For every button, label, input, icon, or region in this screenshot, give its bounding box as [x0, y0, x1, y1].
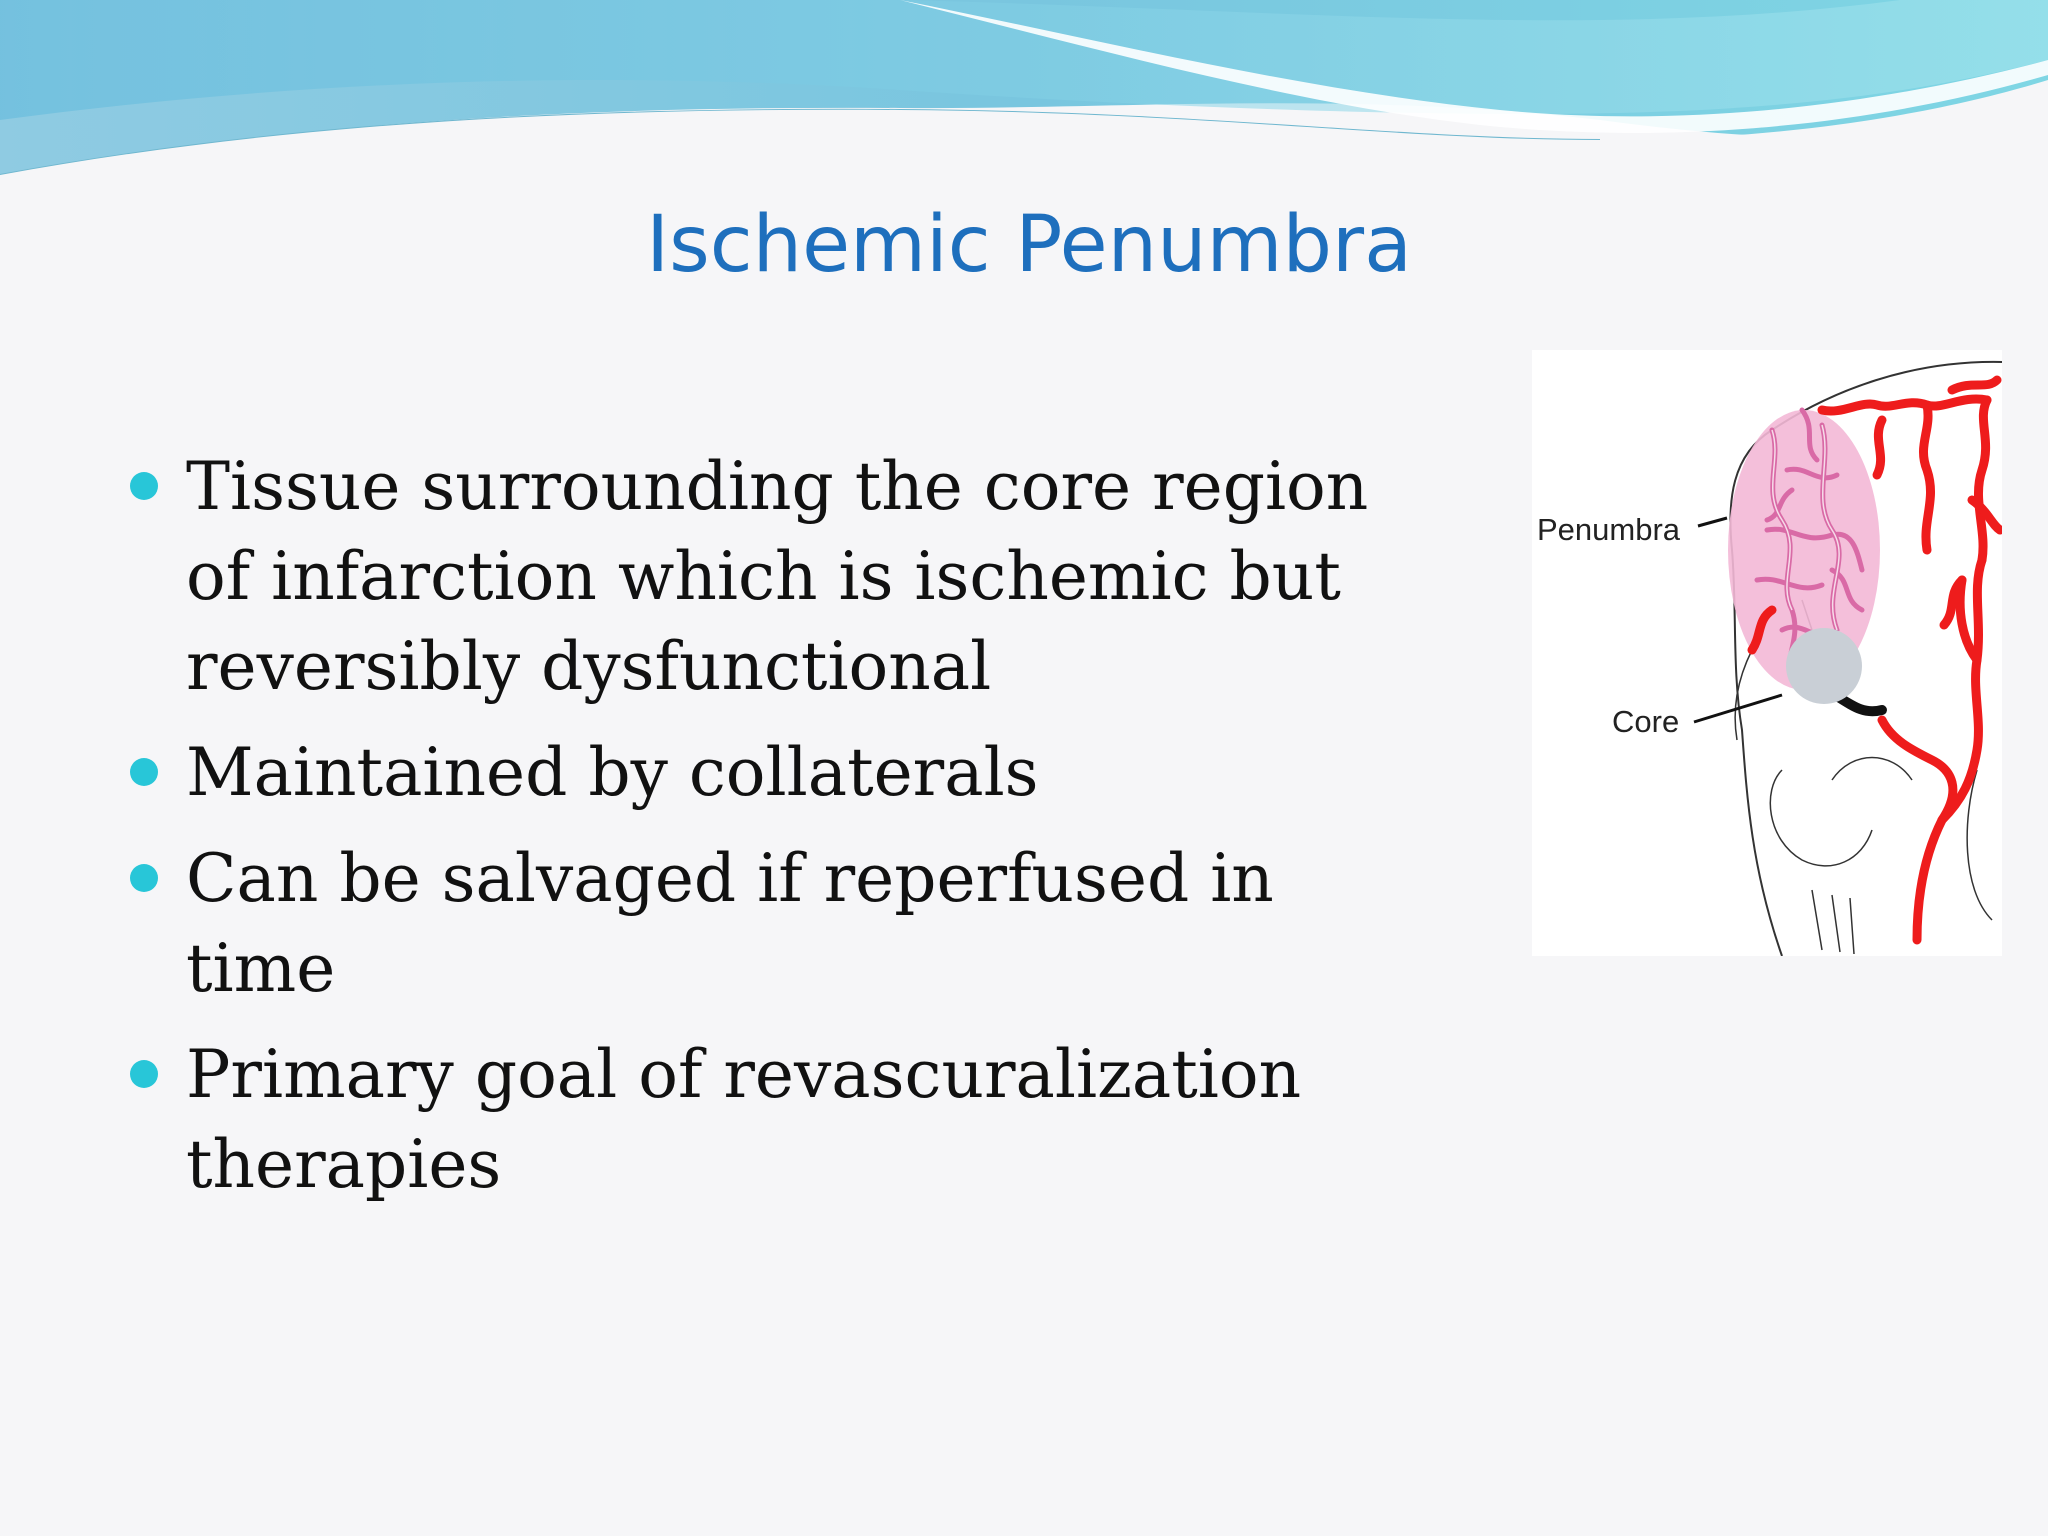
- brain-penumbra-illustration: [1532, 350, 2002, 956]
- brain-diagram-svg: [1532, 350, 2002, 956]
- bullet-list: [128, 442, 1438, 1226]
- bullet-text: Can be salvaged if reperfused in time: [186, 840, 1274, 1007]
- bullet-item: [128, 1030, 1438, 1210]
- slide-title: [0, 200, 2048, 290]
- bullet-dot-icon: [130, 1060, 158, 1088]
- bullet-item: [128, 442, 1438, 712]
- penumbra-label: Penumbra: [1537, 512, 1681, 547]
- bullet-dot-icon: [130, 472, 158, 500]
- bullet-item: [128, 834, 1438, 1014]
- bullet-item: [128, 728, 1438, 818]
- bullet-text: Tissue surrounding the core region of infarction which is ischemic but reversibly dysfunctional: [186, 448, 1369, 705]
- bullet-dot-icon: [130, 864, 158, 892]
- bullet-text: Maintained by collaterals: [186, 734, 1039, 811]
- core-label: Core: [1612, 704, 1680, 739]
- bullet-dot-icon: [130, 758, 158, 786]
- bullet-text: Primary goal of revascuralization therapies: [186, 1036, 1302, 1203]
- slide-title-text: Ischemic Penumbra: [646, 200, 1412, 290]
